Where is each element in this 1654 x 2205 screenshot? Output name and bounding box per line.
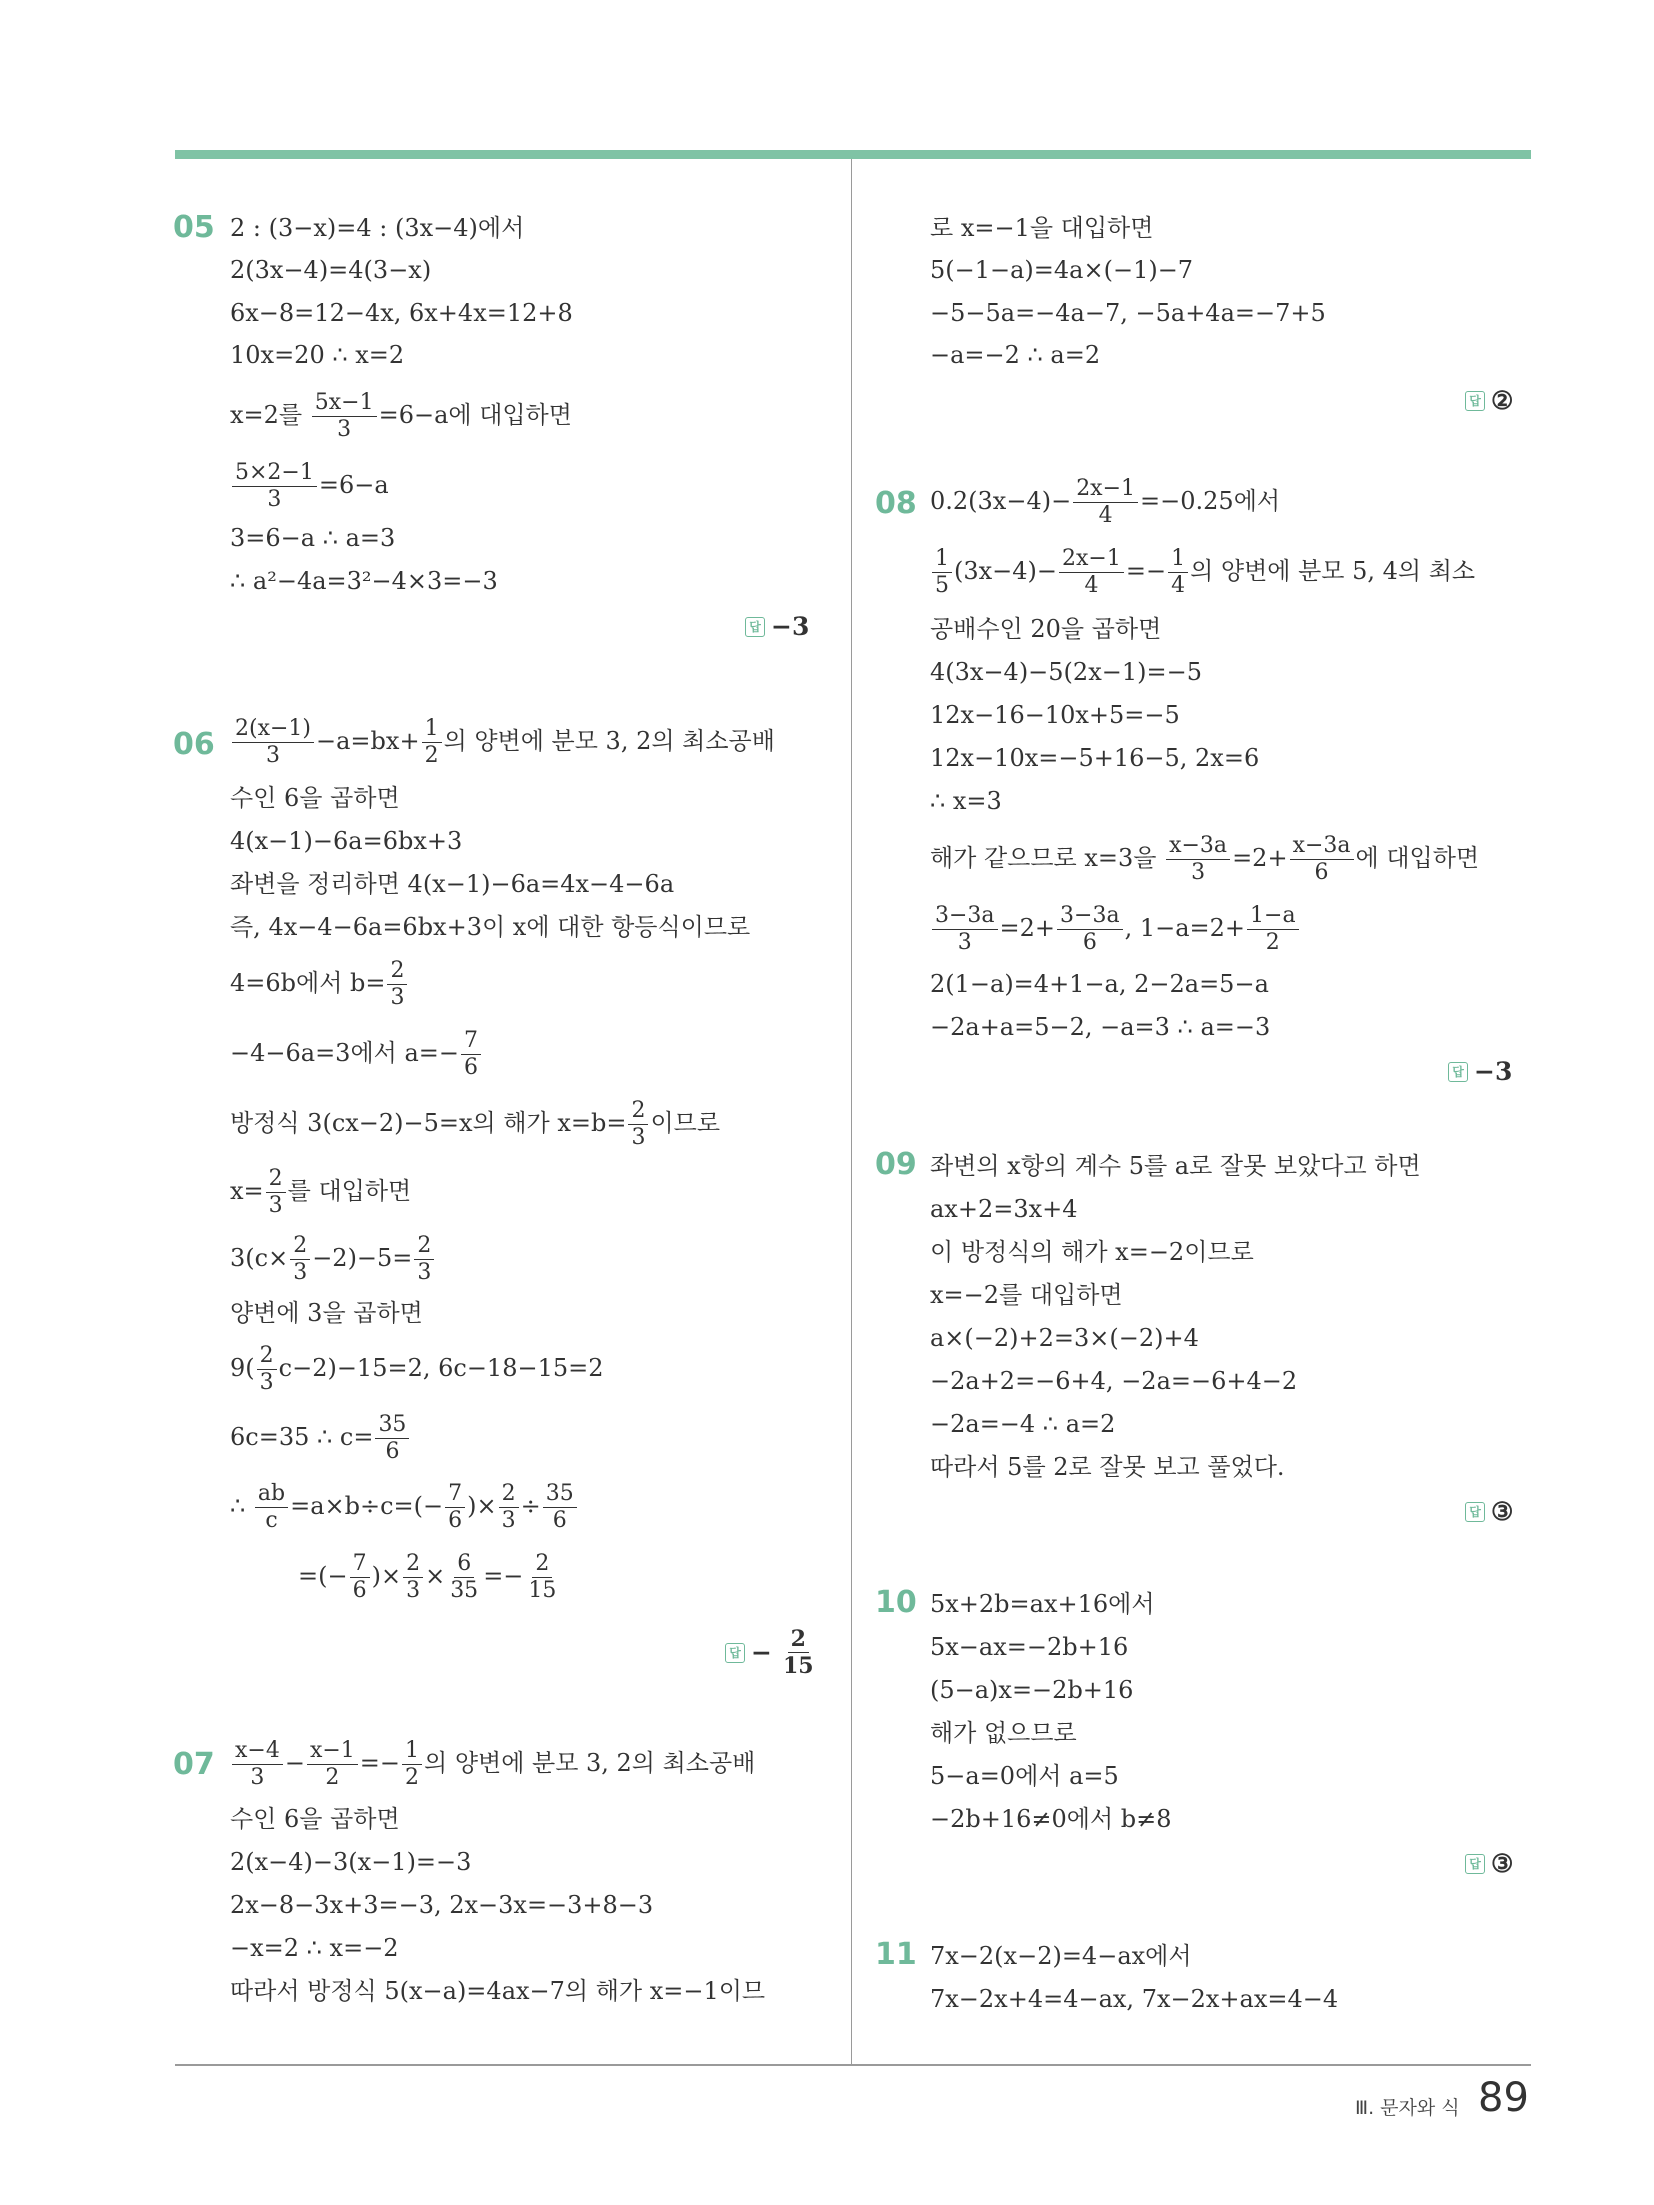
solution-line: 10x=20 ∴ x=2 bbox=[230, 341, 405, 369]
solution-line: 5(−1−a)=4a×(−1)−7 bbox=[930, 256, 1194, 284]
answer-badge: 답 ② bbox=[1465, 386, 1513, 415]
solution-line: −2a+2=−6+4, −2a=−6+4−2 bbox=[930, 1367, 1298, 1395]
solution-line: −2a+a=5−2, −a=3 ∴ a=−3 bbox=[930, 1013, 1271, 1041]
page-number: 89 bbox=[1478, 2075, 1529, 2121]
answer-icon: 답 bbox=[745, 617, 765, 637]
bottom-rule bbox=[175, 2064, 1531, 2066]
footer-chapter: Ⅲ. 문자와 식 bbox=[1355, 2097, 1460, 2119]
solution-line: 따라서 5를 2로 잘못 보고 풀었다. bbox=[930, 1453, 1285, 1481]
solution-line: 4=6b에서 b= $\frac{2}{3}$ bbox=[230, 960, 409, 1009]
problem-number: 05 bbox=[173, 210, 215, 245]
solution-line: 좌변을 정리하면 4(x−1)−6a=4x−4−6a bbox=[230, 870, 675, 898]
answer-icon: 답 bbox=[1465, 1854, 1485, 1874]
solution-line: 4(3x−4)−5(2x−1)=−5 bbox=[930, 658, 1202, 686]
solution-line: $\frac{3-3a}{3}$ =2+ $\frac{3-3a}{6}$ , 1−a=2+ $\frac{1-a}{2}$ bbox=[930, 905, 1301, 954]
solution-line: x=−2를 대입하면 bbox=[930, 1281, 1123, 1309]
solution-line: 5x−ax=−2b+16 bbox=[930, 1633, 1129, 1661]
solution-line: =(− $\frac{7}{6}$ )× $\frac{2}{3}$ × $\frac{6}{35}$ =− $\frac{2}{15}$ bbox=[298, 1551, 557, 1603]
solution-line: 5−a=0에서 a=5 bbox=[930, 1762, 1119, 1790]
solution-line: −5−5a=−4a−7, −5a+4a=−7+5 bbox=[930, 299, 1326, 327]
answer-icon: 답 bbox=[725, 1643, 745, 1663]
solution-line: ax+2=3x+4 bbox=[930, 1195, 1078, 1223]
solution-line: 7x−2x+4=4−ax, 7x−2x+ax=4−4 bbox=[930, 1985, 1339, 2013]
solution-line: 5x+2b=ax+16에서 bbox=[930, 1590, 1155, 1618]
solution-line: x=2를 $\frac{5x-1}{3}$ =6−a에 대입하면 bbox=[230, 390, 572, 442]
solution-line: 4(x−1)−6a=6bx+3 bbox=[230, 827, 463, 855]
problem-number: 07 bbox=[173, 1747, 215, 1782]
problem-number: 08 bbox=[875, 486, 917, 521]
answer-badge: 답 ③ bbox=[1465, 1849, 1513, 1878]
solution-line: 이 방정식의 해가 x=−2이므로 bbox=[930, 1238, 1254, 1266]
solution-line: $\frac{x-4}{3}$ − $\frac{x-1}{2}$ =− $\frac{1}{2}$ 의 양변에 분모 3, 2의 최소공배 bbox=[230, 1740, 755, 1789]
solution-line: $\frac{5\times 2-1}{3}$ =6−a bbox=[230, 462, 389, 511]
solution-line: 수인 6을 곱하면 bbox=[230, 1805, 400, 1833]
solution-line: 좌변의 x항의 계수 5를 a로 잘못 보았다고 하면 bbox=[930, 1152, 1421, 1180]
solution-line: ∴ x=3 bbox=[930, 787, 1002, 815]
answer-badge: 답 ③ bbox=[1465, 1497, 1513, 1526]
answer-badge: 답 −3 bbox=[1448, 1057, 1512, 1086]
solution-line: 2(3x−4)=4(3−x) bbox=[230, 256, 432, 284]
solution-line: 12x−10x=−5+16−5, 2x=6 bbox=[930, 744, 1260, 772]
answer-badge: 답 −3 bbox=[745, 612, 809, 641]
problem-number: 11 bbox=[875, 1937, 917, 1972]
solution-line: 0.2(3x−4)− $\frac{2x-1}{4}$ =−0.25에서 bbox=[930, 476, 1281, 528]
solution-line: 즉, 4x−4−6a=6bx+3이 x에 대한 항등식이므로 bbox=[230, 913, 751, 941]
solution-line: 공배수인 20을 곱하면 bbox=[930, 615, 1162, 643]
solution-line: 로 x=−1을 대입하면 bbox=[930, 214, 1154, 242]
solution-line: 6c=35 ∴ c= $\frac{35}{6}$ bbox=[230, 1414, 411, 1463]
problem-number: 09 bbox=[875, 1147, 917, 1182]
solution-line: x= $\frac{2}{3}$ 를 대입하면 bbox=[230, 1166, 412, 1218]
solution-line: a×(−2)+2=3×(−2)+4 bbox=[930, 1324, 1199, 1352]
solution-line: 2 : (3−x)=4 : (3x−4)에서 bbox=[230, 214, 525, 242]
answer-icon: 답 bbox=[1465, 1502, 1485, 1522]
solution-line: 양변에 3을 곱하면 bbox=[230, 1299, 423, 1327]
column-divider bbox=[851, 159, 852, 2064]
answer-icon: 답 bbox=[1448, 1062, 1468, 1082]
solution-line: −x=2 ∴ x=−2 bbox=[230, 1934, 399, 1962]
solution-line: −2b+16≠0에서 b≠8 bbox=[930, 1805, 1172, 1833]
solution-line: 방정식 3(cx−2)−5=x의 해가 x=b= $\frac{2}{3}$ 이므로 bbox=[230, 1098, 721, 1150]
solution-line: $\frac{1}{5}$ (3x−4)− $\frac{2x-1}{4}$ =− $\frac{1}{4}$ 의 양변에 분모 5, 4의 최소 bbox=[930, 548, 1475, 597]
solution-line: 2x−8−3x+3=−3, 2x−3x=−3+8−3 bbox=[230, 1891, 654, 1919]
solution-line: 6x−8=12−4x, 6x+4x=12+8 bbox=[230, 299, 573, 327]
solution-line: 해가 같으므로 x=3을 $\frac{x-3a}{3}$ =2+ $\frac{x-3a}{6}$ 에 대입하면 bbox=[930, 833, 1480, 885]
problem-number: 10 bbox=[875, 1585, 917, 1620]
problem-number: 06 bbox=[173, 727, 215, 762]
solution-line: 2(x−4)−3(x−1)=−3 bbox=[230, 1848, 472, 1876]
solution-line: 3(c× $\frac{2}{3}$ −2)−5= $\frac{2}{3}$ bbox=[230, 1235, 436, 1284]
solution-line: 7x−2(x−2)=4−ax에서 bbox=[930, 1942, 1192, 1970]
top-accent-bar bbox=[175, 150, 1531, 159]
solution-line: −a=−2 ∴ a=2 bbox=[930, 341, 1101, 369]
solution-line: ∴ $\frac{ab}{c}$ =a×b÷c=(− $\frac{7}{6}$ )× $\frac{2}{3}$ ÷ $\frac{35}{6}$ bbox=[230, 1483, 579, 1532]
solution-line: 2(1−a)=4+1−a, 2−2a=5−a bbox=[930, 970, 1269, 998]
solution-line: 해가 없으므로 bbox=[930, 1719, 1077, 1747]
solution-line: (5−a)x=−2b+16 bbox=[930, 1676, 1134, 1704]
solution-line: 3=6−a ∴ a=3 bbox=[230, 524, 396, 552]
solution-line: $\frac{2(x-1)}{3}$ −a=bx+ $\frac{1}{2}$ 의 양변에 분모 3, 2의 최소공배 bbox=[230, 718, 775, 767]
solution-line: 9( $\frac{2}{3}$ c−2)−15=2, 6c−18−15=2 bbox=[230, 1343, 604, 1395]
solution-line: −4−6a=3에서 a=− $\frac{7}{6}$ bbox=[230, 1030, 483, 1079]
solution-line: ∴ a²−4a=3²−4×3=−3 bbox=[230, 567, 498, 595]
solution-line: 따라서 방정식 5(x−a)=4ax−7의 해가 x=−1이므 bbox=[230, 1977, 766, 2005]
answer-icon: 답 bbox=[1465, 391, 1485, 411]
answer-badge: 답 − $\frac{2}{15}$ bbox=[725, 1628, 819, 1677]
solution-line: 수인 6을 곱하면 bbox=[230, 784, 400, 812]
solution-line: 12x−16−10x+5=−5 bbox=[930, 701, 1180, 729]
solution-line: −2a=−4 ∴ a=2 bbox=[930, 1410, 1116, 1438]
